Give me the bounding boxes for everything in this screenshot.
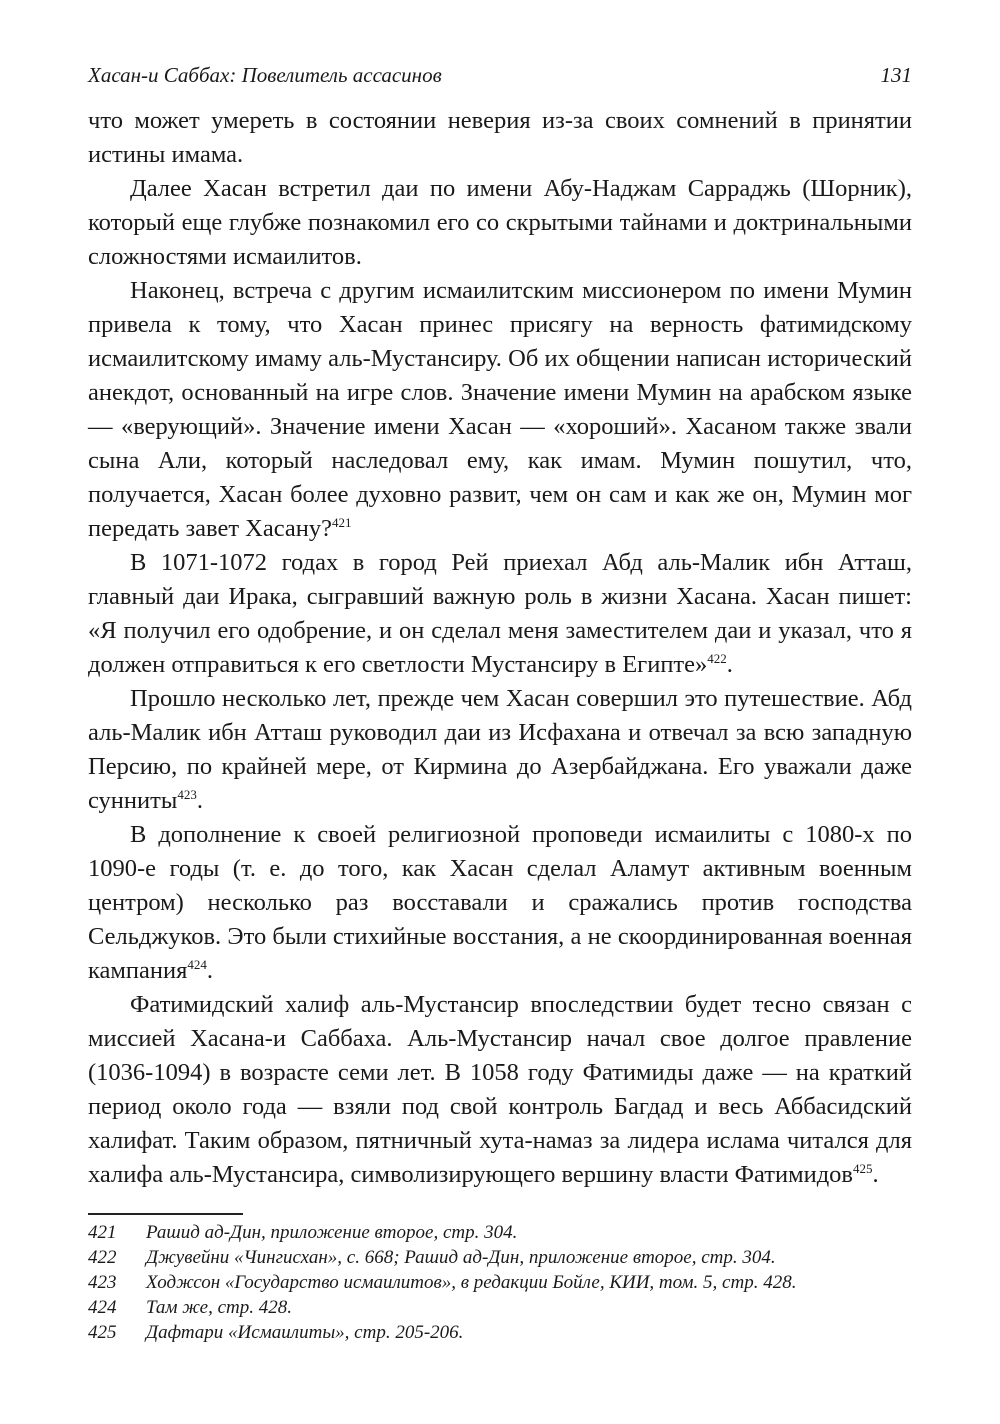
footnote-divider bbox=[88, 1213, 243, 1215]
footnote-text: Там же, стр. 428. bbox=[146, 1297, 293, 1318]
footnote-text: Рашид ад-Дин, приложение второе, стр. 304. bbox=[146, 1222, 518, 1243]
paragraph: В дополнение к своей религиозной проповеди исмаилиты с 1080-х по 1090-е годы (т. е. до того, как Хасан сделал Аламут активным военным центром) несколько раз восставали и сражались против господства Сельджуков. Это были стихийные восстания, а не скоординированная военная кампания$^{424}$. bbox=[88, 821, 912, 984]
paragraph: Наконец, встреча с другим исмаилитским миссионером по имени Мумин привела к тому, что Хасан принес присягу на верность фатимидскому исмаилитскому имаму аль-Мустансиру. Об их общении написан исторический анекдот, основанный на игре слов. Значение имени Мумин на арабском языке — «верующий». Значение имени Хасан — «хороший». Хасаном также звали сына Али, который наследовал ему, как имам. Мумин пошутил, что, получается, Хасан более духовно развит, чем он сам и как же он, Мумин мог передать завет Хасану?$^{421}$ bbox=[88, 277, 912, 542]
footnote-text: Дафтари «Исмаилиты», стр. 205-206. bbox=[146, 1322, 464, 1343]
footnote-text: Джувейни «Чингисхан», с. 668; Рашид ад-Дин, приложение второе, стр. 304. bbox=[146, 1247, 776, 1268]
paragraph: Далее Хасан встретил даи по имени Абу-Наджам Сарраджь (Шорник), который еще глубже познакомил его со скрытыми тайнами и доктринальными сложностями исмаилитов. bbox=[88, 175, 912, 270]
running-title: Хасан-и Саббах: Повелитель ассасинов bbox=[88, 63, 442, 87]
footnote-ref: 421 bbox=[332, 514, 352, 530]
page-number: 131 bbox=[880, 63, 912, 87]
footnote bbox=[88, 1220, 912, 1245]
footnote-ref: 425 bbox=[853, 1160, 873, 1176]
paragraph: Прошло несколько лет, прежде чем Хасан совершил это путешествие. Абд аль-Малик ибн Атташ руководил даи из Исфахана и отвечал за всю западную Персию, по крайней мере, от Кирмина до Азербайджана. Его уважали даже сунниты$^{423}$. bbox=[88, 685, 912, 814]
footnote-number: 424 bbox=[88, 1297, 117, 1318]
footnote bbox=[88, 1295, 912, 1320]
footnote bbox=[88, 1270, 912, 1295]
paragraph: В 1071-1072 годах в город Рей приехал Абд аль-Малик ибн Атташ, главный даи Ирака, сыгравший важную роль в жизни Хасана. Хасан пишет: «Я получил его одобрение, и он сделал меня заместителем даи и указал, что я должен отправиться к его светлости Мустансиру в Египте»$^{422}$. bbox=[88, 549, 912, 678]
paragraph: Фатимидский халиф аль-Мустансир впоследствии будет тесно связан с миссией Хасана-и Саббаха. Аль-Мустансир начал свое долгое правление (1036-1094) в возрасте семи лет. В 1058 году Фатимиды даже — на краткий период около года — взяли под свой контроль Багдад и весь Аббасидский халифат. Таким образом, пятничный хута-намаз за лидера ислама читался для халифа аль-Мустансира, символизирующего вершину власти Фатимидов$^{425}$. bbox=[88, 991, 912, 1188]
footnote bbox=[88, 1245, 912, 1270]
paragraph: что может умереть в состоянии неверия из-за своих сомнений в принятии истины имама. bbox=[88, 107, 912, 168]
footnote-ref: 423 bbox=[177, 786, 197, 802]
footnote-ref: 424 bbox=[187, 956, 207, 972]
footnote-text: Ходжсон «Государство исмаилитов», в редакции Бойле, КИИ, том. 5, стр. 428. bbox=[146, 1272, 797, 1293]
running-header bbox=[88, 60, 912, 90]
footnotes bbox=[88, 1220, 912, 1345]
footnote bbox=[88, 1320, 912, 1345]
footnote-ref: 422 bbox=[707, 650, 727, 666]
footnote-number: 425 bbox=[88, 1322, 117, 1343]
footnote-number: 423 bbox=[88, 1272, 117, 1293]
book-page bbox=[88, 0, 912, 1424]
body-text bbox=[88, 104, 912, 1192]
footnote-number: 422 bbox=[88, 1247, 117, 1268]
footnote-number: 421 bbox=[88, 1222, 117, 1243]
